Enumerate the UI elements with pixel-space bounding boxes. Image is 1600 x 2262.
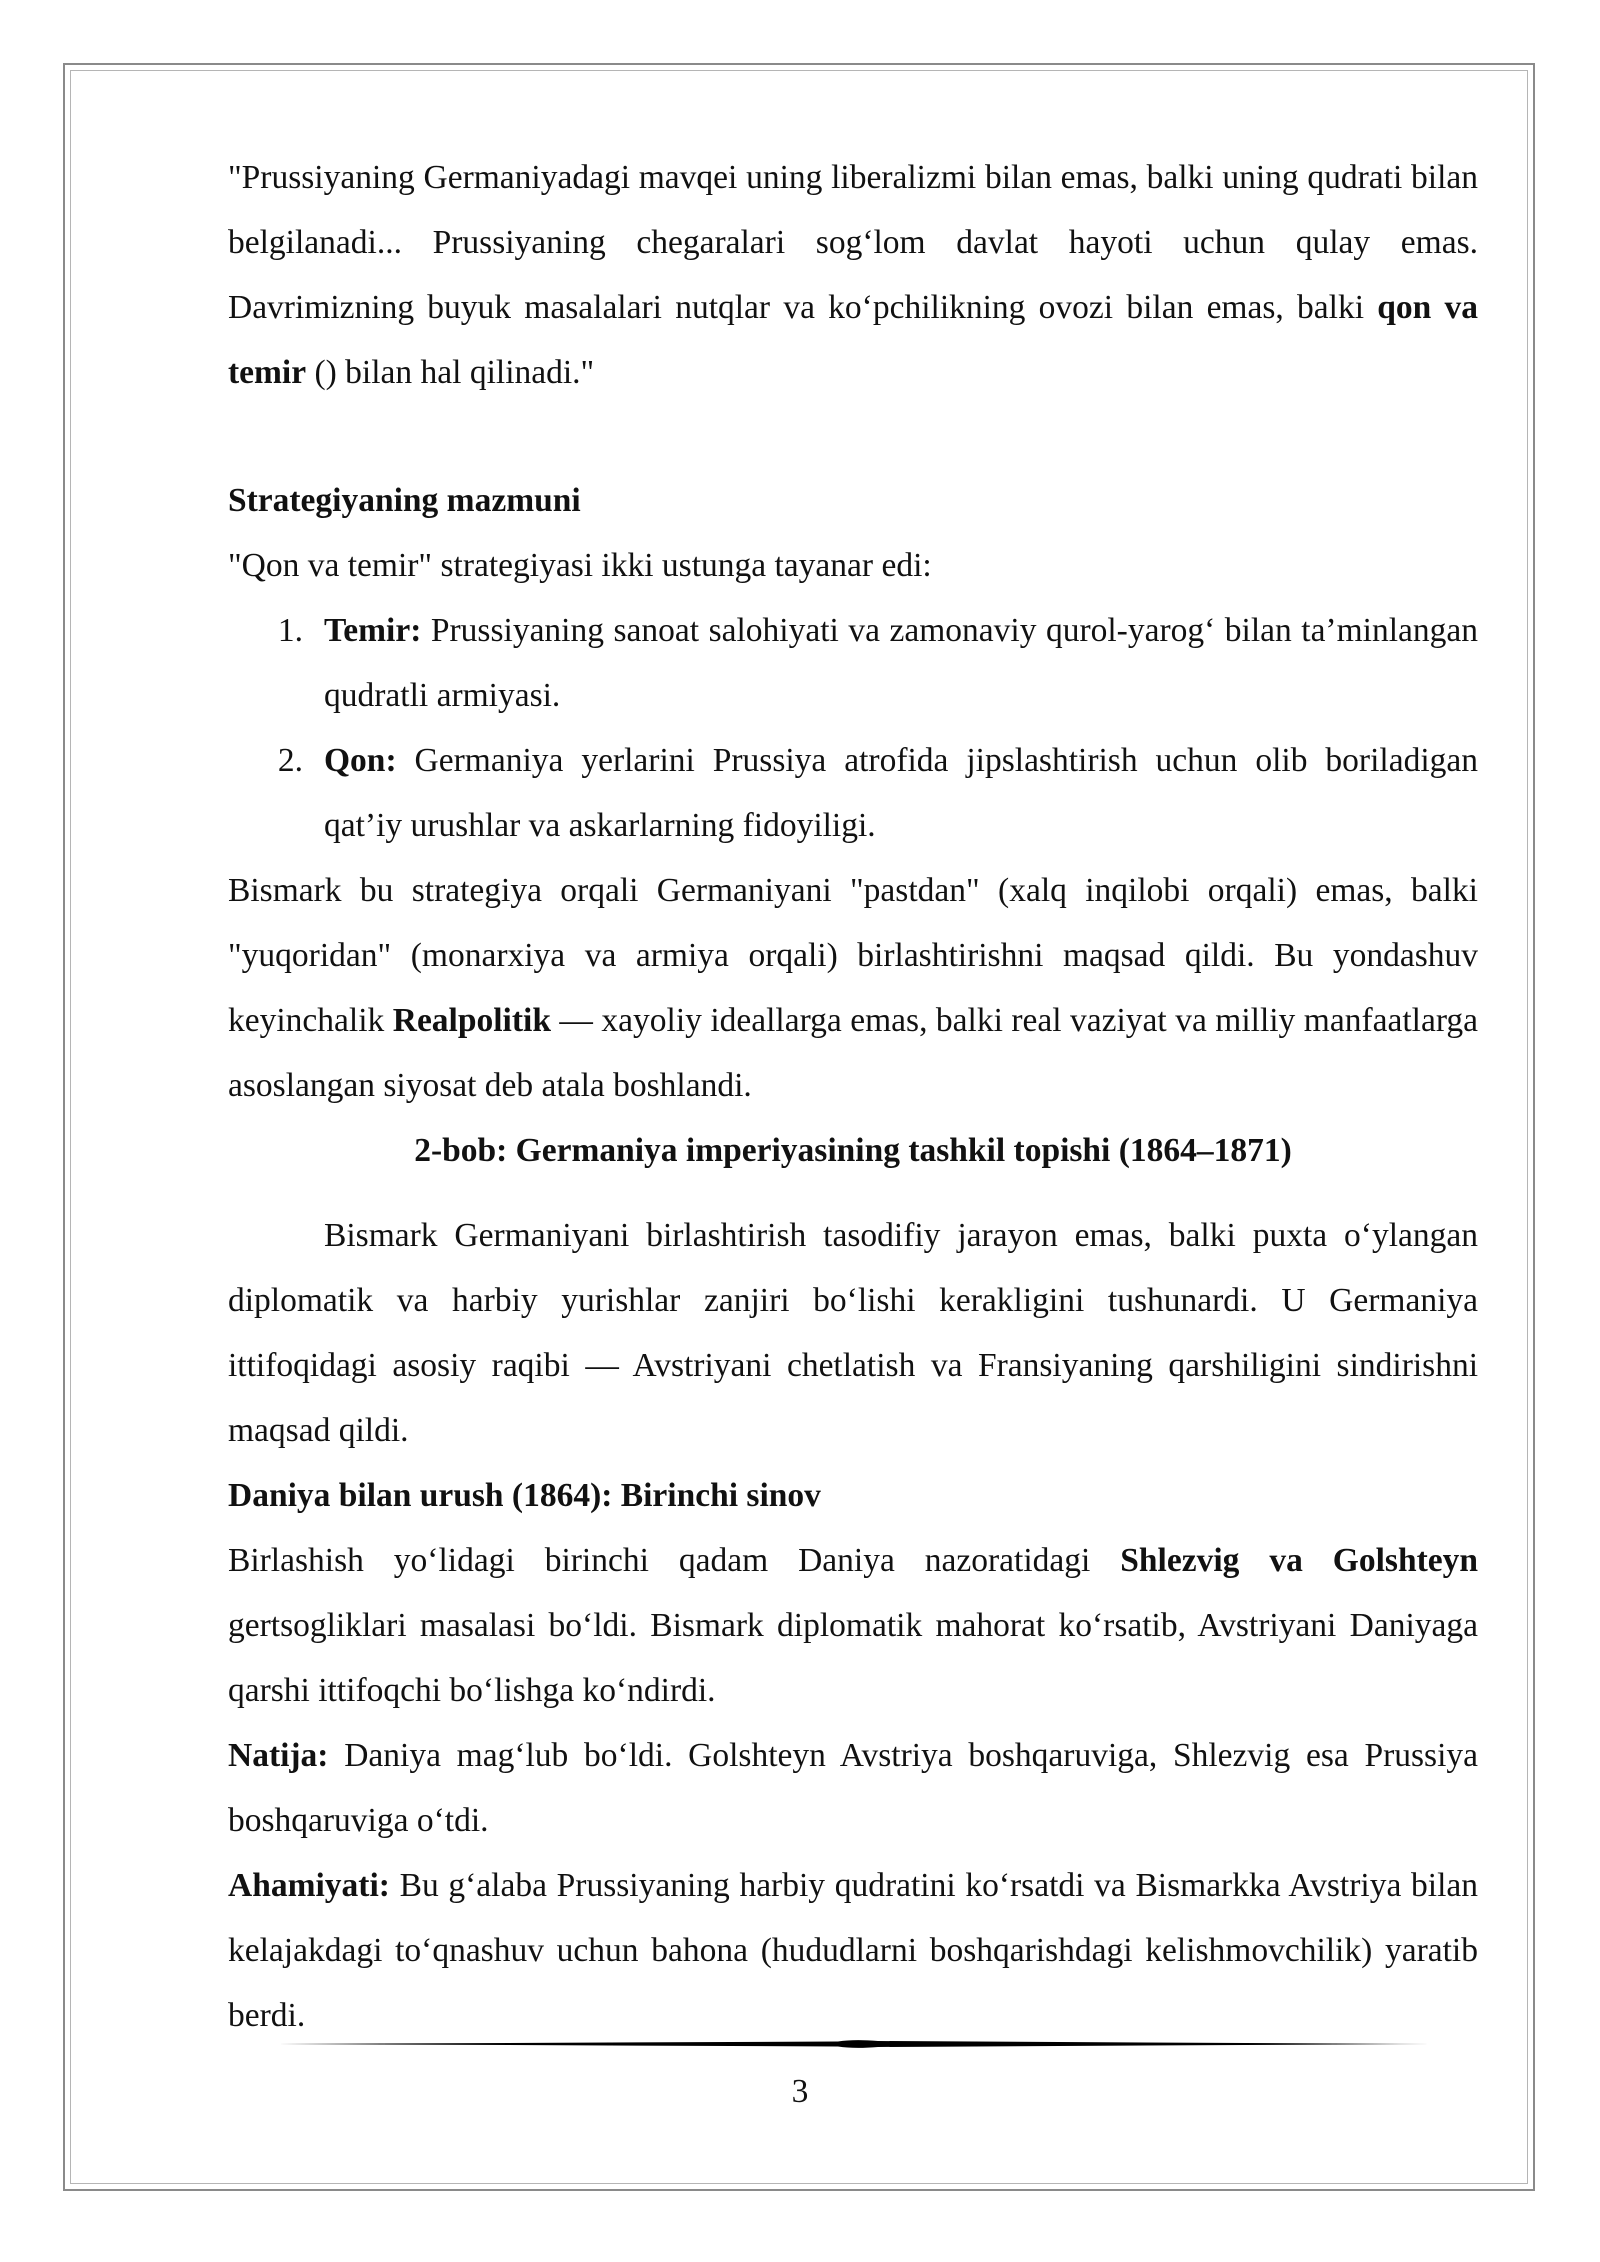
list-item-label: Temir: [324,612,422,649]
realpolitik-term: Realpolitik [392,1002,551,1039]
spacer [228,405,1478,468]
importance-paragraph [228,1853,1478,2048]
chapter-heading: 2-bob: Germaniya imperiyasining tashkil topishi (1864–1871) [414,1132,1292,1169]
result-text: Daniya mag‘lub bo‘ldi. Golshteyn Avstriya boshqaruviga, Shlezvig esa Prussiya boshqaruviga o‘tdi. [228,1737,1478,1839]
list-number: 1. [277,612,303,649]
footer-divider [278,2038,1430,2050]
duchies-term: Shlezvig va Golshteyn [1120,1542,1478,1579]
importance-label: Ahamiyati: [228,1867,390,1904]
denmark-heading: Daniya bilan urush (1864): Birinchi sinov [228,1477,821,1514]
quote-bold-text: qon va temir [228,289,1479,391]
importance-text: Bu g‘alaba Prussiyaning harbiy qudratini ko‘rsatdi va Bismarkka Avstriya bilan kelajakdagi to‘qnashuv uchun bahona (hududlarni boshqarishdagi kelishmovchilik) yaratib berdi. [228,1867,1478,2034]
quote-paragraph [228,145,1478,405]
list-item-body: Germaniya yerlarini Prussiya atrofida jipslashtirish uchun olib boriladigan qat’iy urushlar va askarlarning fidoyiligi. [324,742,1478,844]
list-number: 2. [277,742,303,779]
bismark-text: Bismark bu strategiya orqali Germaniyani "pastdan" (xalq inqilobi orqali) emas, balki "yuqoridan" (monarxiya va armiya orqali) birlashtirishni maqsad qildi. Bu yondashuv keyinchalik [228,872,1478,1039]
strategy-heading: Strategiyaning mazmuni [228,482,581,519]
page-number: 3 [791,2073,809,2110]
list-item-text [324,728,1478,858]
denmark-text: Birlashish yo‘lidagi birinchi qadam Daniya nazoratidagi [228,1542,1121,1579]
list-item-body: Prussiyaning sanoat salohiyati va zamonaviy qurol-yarog‘ bilan ta’minlangan qudratli armiyasi. [324,612,1478,714]
bismark-paragraph [228,858,1478,1118]
result-paragraph [228,1723,1478,1853]
chapter-intro: Bismark Germaniyani birlashtirish tasodifiy jarayon emas, balki puxta o‘ylangan diplomatik va harbiy yurishlar zanjiri bo‘lishi kerakligini tushunardi. U Germaniya ittifoqidagi asosiy raqibi — Avstriyani chetlatish va Fransiyaning qarshiligini sindirishni maqsad qildi. [228,1217,1478,1449]
list-item-label: Qon: [324,742,397,779]
result-label: Natija: [228,1737,329,1774]
document-body [228,145,1478,2048]
list-item [228,728,1478,858]
bismark-text-end: — xayoliy ideallarga emas, balki real vaziyat va milliy manfaatlarga asoslangan siyosat deb atala boshlandi. [228,1002,1478,1104]
quote-end-text: () bilan hal qilinadi." [306,354,595,391]
list-item-text [324,598,1478,728]
strategy-list [228,598,1478,858]
list-item [228,598,1478,728]
denmark-paragraph [228,1528,1478,1723]
denmark-text-end: gertsogliklari masalasi bo‘ldi. Bismark diplomatik mahorat ko‘rsatib, Avstriyani Daniyaga qarshi ittifoqchi bo‘lishga ko‘ndirdi. [228,1607,1478,1709]
quote-text: "Prussiyaning Germaniyadagi mavqei uning liberalizmi bilan emas, balki uning qudrati bilan belgilanadi... Prussiyaning chegaralari sog‘lom davlat hayoti uchun qulay emas. Davrimizning buyuk masalalari nutqlar va ko‘pchilikning ovozi bilan emas, balki [228,159,1478,326]
strategy-intro: "Qon va temir" strategiyasi ikki ustunga tayanar edi: [228,547,932,584]
